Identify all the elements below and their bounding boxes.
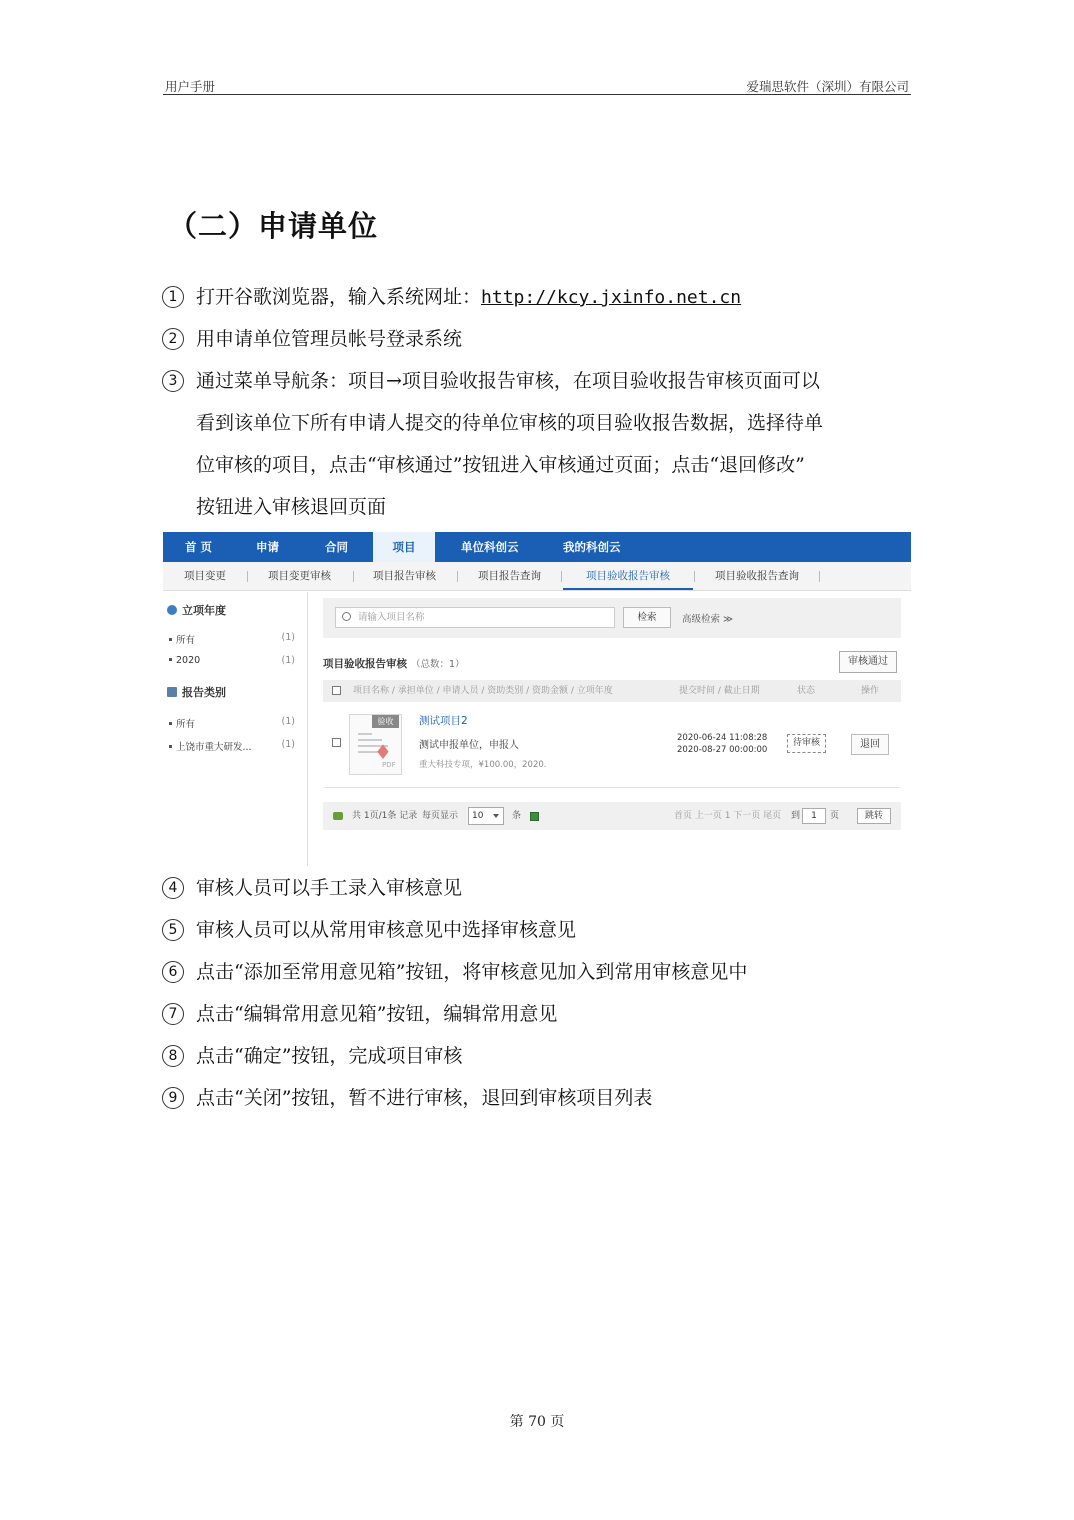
nav-contract[interactable]: 合同: [325, 540, 348, 554]
pager-summary: 共 1页/1条 记录: [352, 811, 418, 821]
year-filter-heading: 立项年度: [167, 602, 226, 618]
step-text: 点击“编辑常用意见箱”按钮，编辑常用意见: [196, 1003, 558, 1025]
subnav-divider: [694, 571, 695, 582]
jump-button[interactable]: 跳转: [857, 808, 891, 824]
system-url-link[interactable]: http://kcy.jxinfo.net.cn: [481, 287, 742, 308]
step-number: 7: [162, 1003, 184, 1025]
row-checkbox[interactable]: [332, 738, 341, 747]
step-text: 审核人员可以手工录入审核意见: [196, 877, 463, 899]
acceptance-badge: 验收: [372, 715, 399, 728]
subnav-divider: [353, 571, 354, 582]
search-button[interactable]: 检索: [623, 607, 671, 628]
pager-goto-label: 到: [791, 811, 801, 821]
step-6: [162, 951, 914, 993]
step-number: 4: [162, 877, 184, 899]
step-number: 8: [162, 1045, 184, 1067]
excel-export-icon[interactable]: [530, 812, 539, 821]
step-7: [162, 993, 914, 1035]
step-text-line: 位审核的项目，点击“审核通过”按钮进入审核通过页面；点击“退回修改”: [196, 454, 805, 476]
subnav-divider: [561, 571, 562, 582]
step-9: [162, 1077, 914, 1119]
search-icon: [342, 612, 351, 621]
report-icon: [167, 687, 177, 697]
top-nav: [163, 532, 911, 562]
filter-sidebar: [163, 592, 308, 866]
step-text: 用申请单位管理员帐号登录系统: [196, 328, 463, 350]
column-main: 项目名称 / 承担单位 / 申请人员 / 资助类别 / 资助金额 / 立项年度: [353, 686, 613, 696]
column-dates: 提交时间 / 截止日期: [679, 686, 760, 696]
nav-apply[interactable]: 申请: [256, 540, 279, 554]
nav-my-cloud[interactable]: 我的科创云: [563, 540, 621, 554]
subnav-acceptance-query[interactable]: 项目验收报告查询: [715, 570, 799, 582]
step-1: [162, 276, 914, 319]
pagination-bar: [323, 802, 901, 830]
step-number: 5: [162, 919, 184, 941]
pager-nav-links[interactable]: 首页 上一页 1 下一页 尾页: [674, 811, 782, 821]
sub-nav: [163, 562, 911, 591]
step-text-line: 通过菜单导航条：项目→项目验收报告审核，在项目验收报告审核页面可以: [196, 370, 820, 392]
submit-time: 2020-06-24 11:08:28: [677, 733, 768, 743]
step-text: 点击“确定”按钮，完成项目审核: [196, 1045, 463, 1067]
search-bar: [323, 598, 901, 638]
step-text: 审核人员可以从常用审核意见中选择审核意见: [196, 919, 577, 941]
step-number: 9: [162, 1087, 184, 1109]
step-text: 点击“添加至常用意见箱”按钮，将审核意见加入到常用审核意见中: [196, 961, 748, 983]
project-unit: 测试申报单位，申报人: [419, 740, 519, 751]
pdf-thumbnail[interactable]: 验收 ♦ PDF: [349, 714, 402, 775]
step-text: 打开谷歌浏览器，输入系统网址：: [196, 286, 482, 308]
refresh-icon[interactable]: [333, 812, 343, 820]
step-number: 1: [162, 286, 184, 308]
step-3: [162, 360, 914, 528]
step-text: 点击“关闭”按钮，暂不进行审核，退回到审核项目列表: [196, 1087, 653, 1109]
step-number: 6: [162, 961, 184, 983]
select-all-checkbox[interactable]: [332, 686, 341, 695]
embedded-screenshot: [163, 532, 911, 866]
step-2: [162, 318, 914, 360]
type-filter-all[interactable]: 所有 (1): [169, 716, 295, 730]
type-filter-shangrao[interactable]: 上饶市重大研发... (1): [169, 739, 295, 753]
approve-button[interactable]: 审核通过: [839, 651, 897, 673]
step-number: 3: [162, 370, 184, 392]
page-header: [163, 76, 911, 95]
subnav-acceptance-review[interactable]: 项目验收报告审核: [563, 562, 693, 590]
nav-unit-cloud[interactable]: 单位科创云: [461, 540, 519, 554]
step-number: 2: [162, 328, 184, 350]
subnav-divider: [457, 571, 458, 582]
status-badge: 待审核: [787, 734, 826, 753]
subnav-change-review[interactable]: 项目变更审核: [268, 570, 331, 582]
list-total: （总数：1）: [411, 659, 465, 670]
type-filter-heading: 报告类别: [167, 684, 226, 700]
subnav-divider: [819, 571, 820, 582]
step-text-line: 看到该单位下所有申请人提交的待单位审核的项目验收报告数据，选择待单: [196, 412, 824, 434]
pager-page-unit: 页: [830, 811, 840, 821]
page-number-input[interactable]: 1: [802, 808, 826, 824]
deadline: 2020-08-27 00:00:00: [677, 745, 768, 755]
subnav-project-change[interactable]: 项目变更: [184, 570, 226, 582]
year-filter-all[interactable]: 所有 (1): [169, 632, 295, 646]
per-page-select[interactable]: 10: [468, 807, 504, 825]
subnav-divider: [247, 571, 248, 582]
nav-project[interactable]: 项目: [373, 532, 435, 562]
company-name: 爱瑞思软件（深圳）有限公司: [746, 79, 909, 94]
list-title: 项目验收报告审核 （总数：1）: [323, 658, 465, 670]
pager-per-page-label: 每页显示: [422, 811, 459, 821]
nav-home[interactable]: 首 页: [185, 540, 213, 554]
chevron-down-icon: [493, 814, 499, 818]
clock-icon: [167, 605, 177, 615]
table-header: [323, 680, 901, 702]
column-status: 状态: [797, 686, 816, 696]
year-filter-2020[interactable]: 2020 (1): [169, 655, 295, 666]
search-input[interactable]: 请输入项目名称: [335, 607, 615, 628]
return-button[interactable]: 退回: [851, 734, 889, 755]
project-info: 重大科技专项，¥100.00，2020.: [419, 760, 547, 770]
step-text-line: 按钮进入审核退回页面: [196, 496, 387, 518]
step-5: [162, 909, 914, 951]
step-8: [162, 1035, 914, 1077]
column-action: 操作: [861, 686, 880, 696]
pdf-icon: ♦: [374, 740, 392, 764]
row-dates: [677, 732, 767, 756]
subnav-report-review[interactable]: 项目报告审核: [373, 570, 436, 582]
subnav-report-query[interactable]: 项目报告查询: [478, 570, 541, 582]
pager-unit: 条: [512, 811, 522, 821]
step-4: [162, 867, 914, 909]
advanced-search-link[interactable]: 高级检索 ≫: [682, 614, 733, 625]
section-title: （二）申请单位: [168, 209, 379, 243]
project-name-link[interactable]: 测试项目2: [419, 715, 468, 727]
table-row: [323, 704, 901, 788]
manual-title: 用户手册: [165, 79, 216, 94]
page-number: 第 70 页: [509, 1414, 565, 1430]
